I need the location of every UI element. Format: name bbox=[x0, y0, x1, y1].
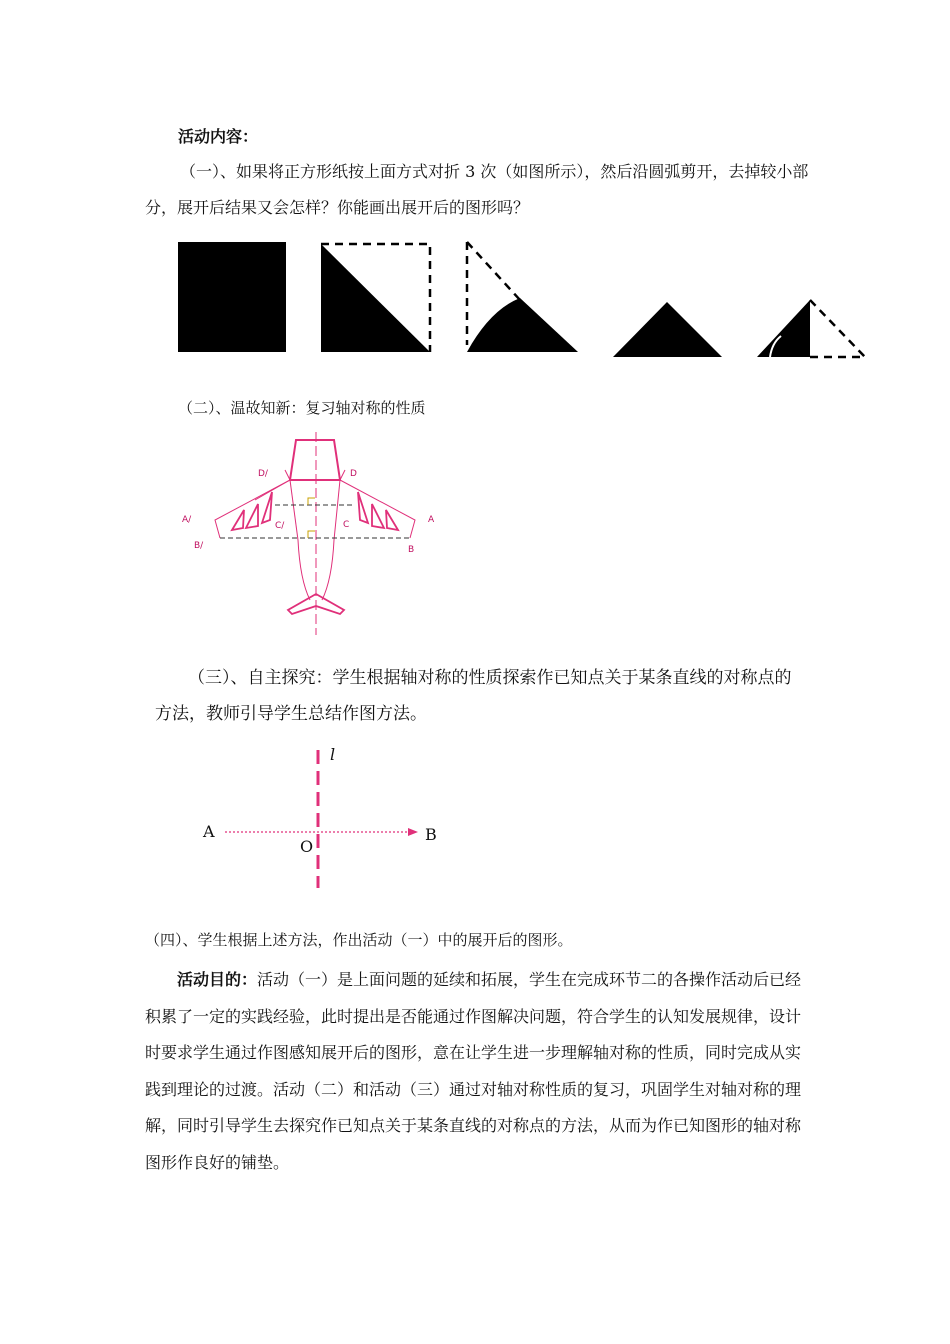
activity-1-text: （一）、如果将正方形纸按上面方式对折 3 次（如图所示），然后沿圆弧剪开，去掉较小部分，展开后结果又会怎样？你能画出展开后的图形吗？ bbox=[145, 162, 809, 217]
label-b-prime: B/ bbox=[194, 541, 204, 551]
activity-2-text: （二）、温故知新：复习轴对称的性质 bbox=[178, 399, 426, 417]
label-d-prime: D/ bbox=[258, 469, 268, 479]
purpose-body: 活动（一）是上面问题的延续和拓展，学生在完成环节二的各操作活动后已经积累了一定的实践经验，此时提出是否能通过作图解决问题，符合学生的认知发展规律，设计时要求学生通过作图感知展开后的图形，意在让学生进一步理解轴对称的性质，同时完成从实践到理论的过渡。活动（二）和活动（三）通过对轴对称性质的复习，巩固学生对轴对称的理解，同时引导学生去探究作已知点关于某条直线的对称点的方法，从而为作已知图形的轴对称图形作良好的铺垫。 bbox=[145, 970, 802, 1172]
label-d: D bbox=[350, 469, 357, 479]
fold-step-3-triangle bbox=[467, 242, 578, 352]
activity-purpose-text bbox=[145, 962, 810, 1181]
label-c: C bbox=[343, 520, 350, 530]
fold-step-2-triangle bbox=[321, 244, 430, 352]
fold-step-4-triangle bbox=[613, 302, 722, 357]
label-a-prime: A/ bbox=[182, 515, 192, 525]
activity-content-heading: 活动内容： bbox=[178, 127, 259, 146]
label-a: A bbox=[428, 515, 435, 525]
activity-4-text: （四）、学生根据上述方法，作出活动（一）中的展开后的图形。 bbox=[145, 931, 573, 949]
point-label-o: O bbox=[300, 837, 314, 856]
label-b: B bbox=[408, 545, 415, 555]
fold-step-5-cut-triangle bbox=[757, 300, 865, 357]
label-c-prime: C/ bbox=[275, 521, 285, 531]
line-label-l: l bbox=[330, 745, 336, 764]
fold-step-1-square bbox=[178, 242, 286, 352]
point-label-a: A bbox=[203, 822, 215, 841]
purpose-lead: 活动目的： bbox=[177, 970, 258, 989]
activity-3-text: （三）、自主探究：学生根据轴对称的性质探索作已知点关于某条直线的对称点的方法，教师引导学生总结作图方法。 bbox=[155, 668, 792, 724]
point-label-b: B bbox=[425, 825, 437, 844]
